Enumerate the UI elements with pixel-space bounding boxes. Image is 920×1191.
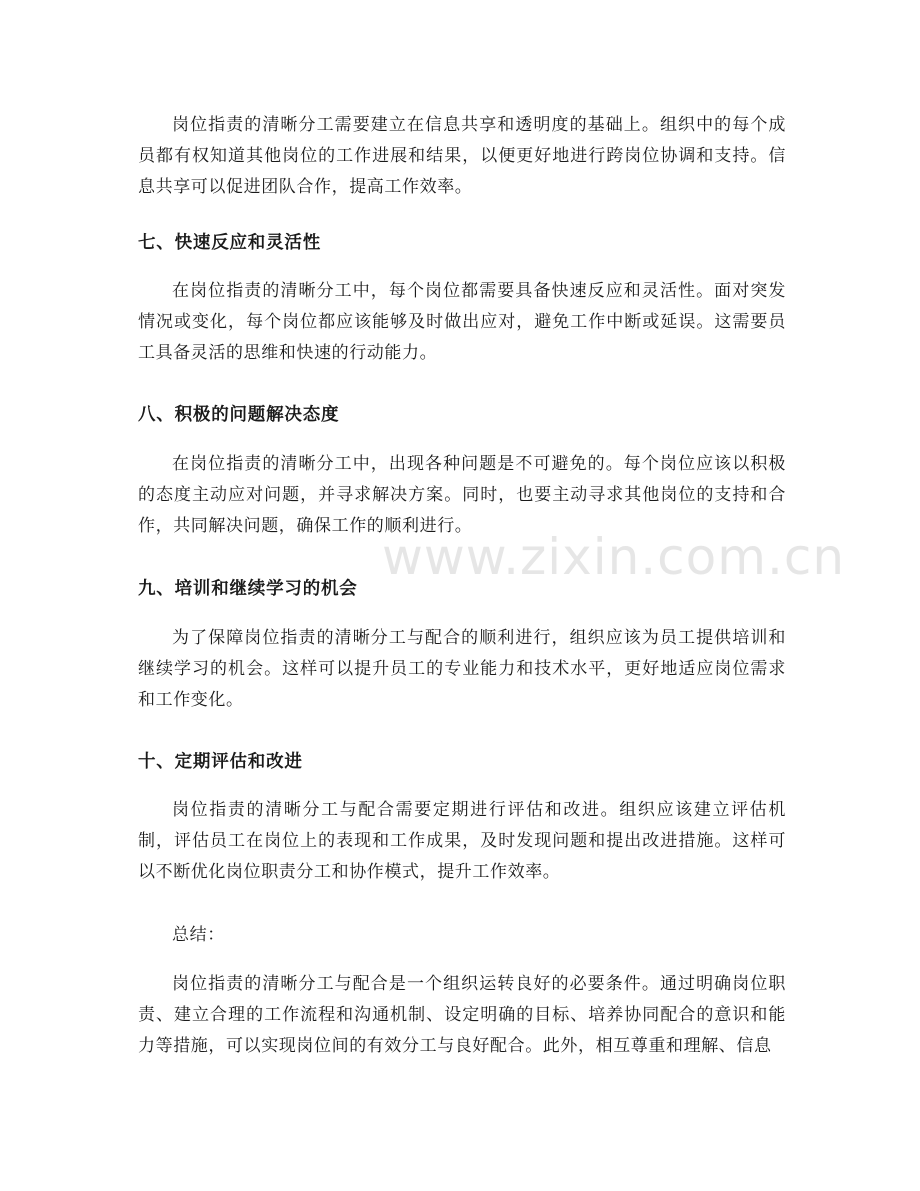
paragraph-text: 在岗位指责的清晰分工中，每个岗位都需要具备快速反应和灵活性。面对突发情况或变化，每个岗位都应该能够及时做出应对，避免工作中断或延误。这需要员工具备灵活的思维和快速的行动能力。: [138, 281, 786, 363]
paragraph-quick-response: [138, 276, 786, 369]
section-heading-8: [138, 401, 786, 429]
paragraph-text: 为了保障岗位指责的清晰分工与配合的顺利进行，组织应该为员工提供培训和继续学习的机会。这样可以提升员工的专业能力和技术水平，更好地适应岗位需求和工作变化。: [138, 628, 786, 710]
paragraph-training: [138, 623, 786, 716]
paragraph-text: 岗位指责的清晰分工与配合需要定期进行评估和改进。组织应该建立评估机制，评估员工在岗位上的表现和工作成果，及时发现问题和提出改进措施。这样可以不断优化岗位职责分工和协作模式，提升工作效率。: [138, 800, 786, 882]
paragraph-evaluation: [138, 795, 786, 888]
heading-text: 七、快速反应和灵活性: [138, 233, 321, 253]
summary-label: 总结：: [172, 925, 225, 945]
paragraph-info-sharing: [138, 110, 786, 203]
section-heading-7: [138, 229, 786, 257]
heading-text: 九、培训和继续学习的机会: [138, 579, 358, 599]
section-heading-9: [138, 575, 786, 603]
paragraph-text: 岗位指责的清晰分工与配合是一个组织运转良好的必要条件。通过明确岗位职责、建立合理的工作流程和沟通机制、设定明确的目标、培养协同配合的意识和能力等措施，可以实现岗位间的有效分工与良好配合。此外，相互尊重和理解、信息: [138, 974, 786, 1056]
heading-text: 八、积极的问题解决态度: [138, 405, 340, 425]
summary-label-block: [138, 920, 786, 951]
paragraph-problem-solving: [138, 449, 786, 542]
paragraph-text: 岗位指责的清晰分工需要建立在信息共享和透明度的基础上。组织中的每个成员都有权知道其他岗位的工作进展和结果，以便更好地进行跨岗位协调和支持。信息共享可以促进团队合作，提高工作效率。: [138, 115, 786, 197]
heading-text: 十、定期评估和改进: [138, 752, 303, 772]
watermark-text: www.zixin.com.cn: [382, 528, 846, 586]
paragraph-text: 在岗位指责的清晰分工中，出现各种问题是不可避免的。每个岗位应该以积极的态度主动应对问题，并寻求解决方案。同时，也要主动寻求其他岗位的支持和合作，共同解决问题，确保工作的顺利进行。: [138, 454, 786, 536]
section-heading-10: [138, 748, 786, 776]
paragraph-summary: [138, 969, 786, 1062]
